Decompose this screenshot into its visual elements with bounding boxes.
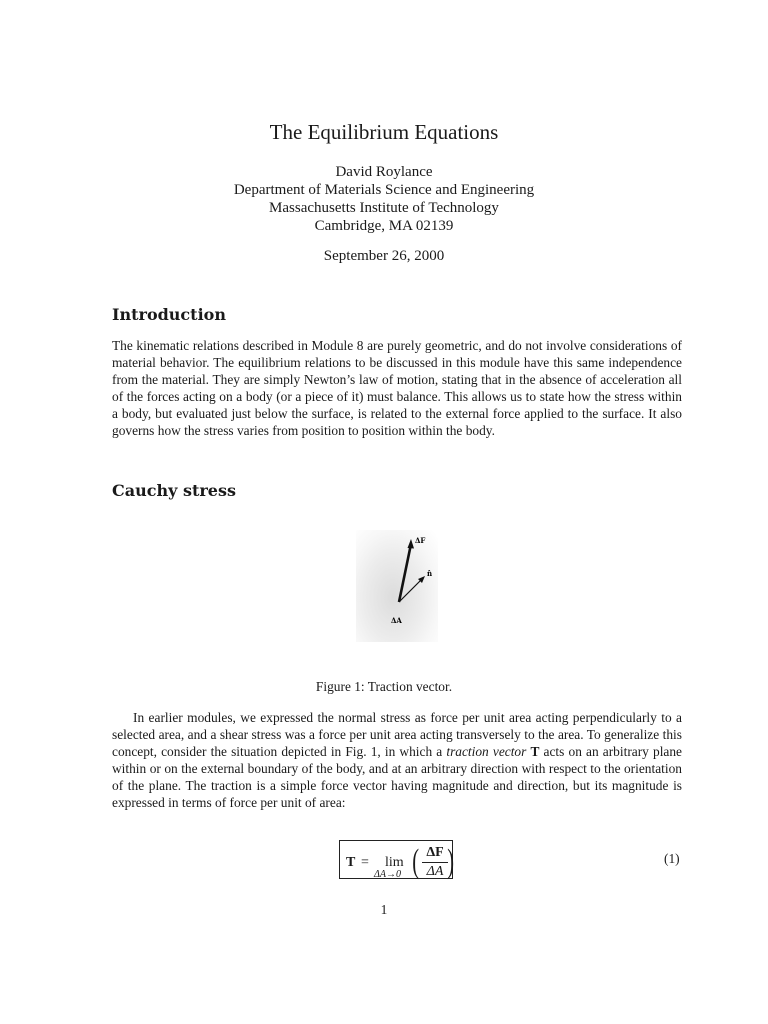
traction-vector-diagram bbox=[356, 530, 438, 642]
equation-equals: = bbox=[361, 855, 369, 870]
paper-date: September 26, 2000 bbox=[323, 248, 445, 264]
equation-lim-subscript: ΔA→0 bbox=[374, 869, 401, 880]
equation-box bbox=[339, 840, 453, 879]
traction-symbol: T bbox=[530, 743, 540, 759]
author-name: David Roylance bbox=[335, 164, 433, 180]
equation-lim: lim bbox=[385, 855, 404, 870]
affiliation-line: Department of Materials Science and Engineering bbox=[233, 182, 535, 198]
figure-caption: Figure 1: Traction vector. bbox=[315, 679, 453, 694]
normal-label: n̂ bbox=[427, 569, 433, 578]
equation-lhs: T bbox=[346, 855, 356, 870]
author-block bbox=[0, 163, 768, 235]
body-text bbox=[112, 710, 682, 811]
body-text-part1: In earlier modules, we expressed the normal stress as force per unit area acting perpendicularly to a selected area, and a shear stress was a force per unit area acting transversely to the area. To generalize this concept, consider the situation depicted in Fig. 1, in which a bbox=[112, 710, 682, 759]
fraction-numerator: ΔF bbox=[426, 845, 444, 860]
traction-vector-figure bbox=[356, 530, 438, 642]
right-paren: ) bbox=[447, 843, 455, 880]
section-heading-cauchy-stress: Cauchy stress bbox=[112, 481, 236, 500]
fraction-denominator: ΔA bbox=[426, 864, 444, 879]
fraction-bar bbox=[422, 862, 448, 863]
introduction-paragraph bbox=[112, 338, 682, 439]
equation-number: (1) bbox=[664, 851, 680, 866]
affiliation-line: Cambridge, MA 02139 bbox=[314, 218, 454, 234]
section-heading-introduction: Introduction bbox=[112, 305, 226, 324]
force-label: ΔF bbox=[415, 536, 426, 545]
traction-vector-term: traction vector bbox=[446, 743, 527, 759]
introduction-text: The kinematic relations described in Module 8 are purely geometric, and do not involve considerations of material behavior. The equilibrium relations to be discussed in this module have this same independence from the material. They are simply Newton’s law of motion, stating that in the absence of acceleration all of the forces acting on a body (or a piece of it) must balance. This allows us to state how the stress within a body, but evaluated just below the surface, is related to the external force applied to the surface. It also governs how the stress varies from position to position within the body. bbox=[112, 338, 682, 438]
left-paren: ( bbox=[412, 843, 420, 880]
paper-title: The Equilibrium Equations bbox=[269, 120, 499, 144]
affiliation-line: Massachusetts Institute of Technology bbox=[269, 200, 499, 216]
equation-fraction bbox=[422, 845, 448, 880]
page-number: 1 bbox=[380, 902, 388, 917]
area-label: ΔA bbox=[391, 616, 402, 625]
force-arrow-head bbox=[408, 539, 415, 549]
force-arrow-shaft bbox=[399, 544, 411, 602]
body-text-part2: acts on an arbitrary plane within or on the external boundary of the body, and at an arbitrary direction with respect to the orientation of the plane. The traction is a simple force vector having magnitude and direction, but its magnitude is expressed in terms of force per unit of area: bbox=[112, 743, 682, 810]
body-paragraph bbox=[112, 710, 682, 811]
